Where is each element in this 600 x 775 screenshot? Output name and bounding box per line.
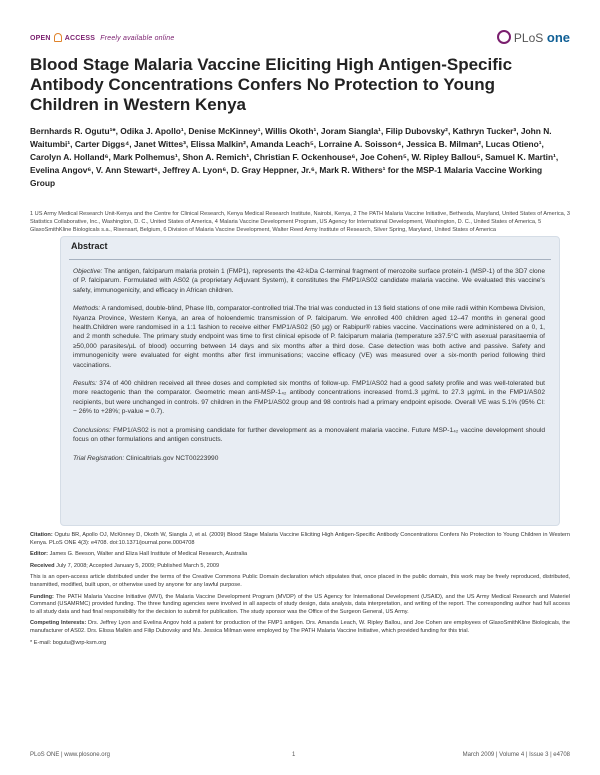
affiliations: 1 US Army Medical Research Unit-Kenya and the Centre for Clinical Research, Kenya Medical Research Institute, Nairobi, Kenya, 2 The PATH Malaria Vaccine Initiative, Bethesda, Maryland, United States of America, 3 Statistics Collaborative, Inc., Washington, D. C., United States of America, 4 Malaria Vaccine Development Program, US Agency for International Development, Washington, D. C., United States of America, 5 GlaxoSmithKline Biologicals s.a., Rixensart, Belgium, 6 Division of Malaria Vaccine Development, Walter Reed Army Institute of Research, Silver Spring, Maryland, United States of America bbox=[30, 211, 570, 233]
article-metadata bbox=[30, 532, 570, 651]
section-label: Trial Registration: bbox=[73, 454, 125, 462]
section-label: Conclusions: bbox=[73, 426, 111, 434]
section-label: Results: bbox=[73, 380, 97, 388]
abstract-objective bbox=[73, 267, 545, 295]
meta-text: Drs. Jeffrey Lyon and Evelina Angov hold a patent for production of the FMP1 antigen. Drs. Amanda Leach, W. Ripley Ballou, and Joe Cohen are employees of GlaxoSmithKline Biologicals, the manufacturer of AS02. Drs. Elissa Malkin and Filip Dubovsky and Ms. Jessica Milman were employed by The PATH Malaria Vaccine Initiative, which provided funding for this trial. bbox=[30, 620, 570, 634]
open-access-lock-icon bbox=[54, 33, 62, 42]
license bbox=[30, 574, 570, 589]
trial-registration-text: Clinicaltrials.gov NCT00223990 bbox=[126, 454, 219, 462]
section-text: 374 of 400 children received all three doses and completed six months of follow-up. FMP1/AS02 had a good safety profile and was well-tolerated but more reactogenic than the comparator. Geometric mean anti-MSP-1₄₂ antibody concentrations increased from1.3 µg/mL to 27.3 µg/mL in the FMP1/AS02 recipients, but were unchanged in controls. 97 children in the FMP1/AS02 group and 98 controls had a primary endpoint episode. Overall VE was 5.1% (95% CI: − 26% to +28%; p-value = 0.7). bbox=[73, 380, 545, 416]
meta-text: July 7, 2008; Accepted January 5, 2009; Published March 5, 2009 bbox=[56, 562, 220, 569]
abstract-conclusions bbox=[73, 426, 545, 445]
meta-text: James G. Beeson, Walter and Eliza Hall Institute of Medical Research, Australia bbox=[49, 551, 248, 558]
meta-text: Ogutu BR, Apollo OJ, McKinney D, Okoth W, Siangla J, et al. (2009) Blood Stage Malaria Vaccine Eliciting High Antigen-Specific Antibody Concentrations Confers No Protection to Young Children in Western Kenya. PLoS ONE 4(3): e4708. doi:10.1371/journal.pone.0004708 bbox=[30, 532, 570, 546]
abstract-methods bbox=[73, 304, 545, 370]
open-label: OPEN bbox=[30, 35, 51, 42]
article-title: Blood Stage Malaria Vaccine Eliciting High Antigen-Specific Antibody Concentrations Confers No Protection to Young Children in Western Kenya bbox=[30, 55, 513, 114]
abstract-results bbox=[73, 379, 545, 417]
author-list: Bernhards R. Ogutu¹*, Odika J. Apollo¹, Denise McKinney¹, Willis Okoth¹, Joram Siangla¹, Filip Dubovsky², Kathryn Tucker³, John N. Waitumbi¹, Carter Diggs⁴, Janet Wittes³, Elissa Malkin², Amanda Leach⁵, Lorraine A. Soisson⁴, Jessica B. Milman², Lucas Otieno¹, Carolyn A. Holland⁶, Mark Polhemus¹, Shon A. Remich¹, Christian F. Ockenhouse⁶, Joe Cohen⁵, W. Ripley Ballou⁵, Samuel K. Martin¹, Evelina Angov⁶, V. Ann Stewart⁶, Jeffrey A. Lyon⁶, D. Gray Heppner, Jr.⁶, Mark R. Withers¹ for the MSP-1 Malaria Vaccine Working Group bbox=[30, 126, 559, 188]
meta-label: Competing Interests: bbox=[30, 620, 87, 627]
meta-label: Citation: bbox=[30, 532, 53, 538]
plos-logo-icon bbox=[497, 30, 511, 44]
section-text: The antigen, falciparum malaria protein 1 (FMP1), represents the 42-kDa C-terminal fragment of merozoite surface protein-1 (MSP-1) of the 3D7 clone of P. falciparum. Formulated with AS02 (a proprietary Adjuvant System), it constitutes the FMP1/AS02 candidate malaria vaccine. We evaluated this vaccine's safety, immunogenicity, and efficacy in African children. bbox=[73, 268, 545, 294]
section-label: Objective: bbox=[73, 268, 103, 275]
abstract-box bbox=[60, 236, 560, 526]
competing-interests bbox=[30, 620, 570, 635]
section-label: Methods: bbox=[73, 305, 101, 313]
meta-label: Received bbox=[30, 562, 55, 569]
abstract-trial-registration bbox=[73, 454, 545, 463]
issue-info: March 2009 | Volume 4 | Issue 3 | e4708 bbox=[462, 752, 570, 758]
plos-one-logo bbox=[497, 30, 570, 45]
access-label: ACCESS bbox=[64, 35, 96, 42]
citation bbox=[30, 532, 570, 547]
editor bbox=[30, 551, 570, 559]
abstract-heading: Abstract bbox=[71, 241, 108, 251]
dates bbox=[30, 563, 570, 571]
freely-available-text: Freely available online bbox=[100, 35, 175, 42]
logo-plos-text: PLoS bbox=[513, 31, 544, 45]
funding bbox=[30, 594, 570, 617]
email bbox=[30, 640, 570, 648]
meta-text: The PATH Malaria Vaccine Initiative (MVI), the Malaria Vaccine Development Program (MVDP) of the US Agency for International Development (USAID), and the US Army Medical Research and Materiel Command (USAMRMC) provided funding. The three funding agencies were involved in all aspects of study design, data analysis, data interpretation, and writing of the report. The corresponding author had full access to all study data and had final responsibility for the decision to submit for publication. The study sponsor was the Office of the Surgeon General, US Army. bbox=[30, 593, 570, 615]
abstract-body bbox=[73, 267, 545, 472]
abstract-divider bbox=[69, 259, 551, 260]
logo-one-text: one bbox=[546, 30, 570, 45]
footer-journal-link[interactable]: PLoS ONE | www.plosone.org bbox=[30, 752, 110, 758]
email-link[interactable]: * E-mail: bogutu@wrp-ksm.org bbox=[30, 639, 107, 646]
page-number: 1 bbox=[292, 752, 296, 758]
journal-header bbox=[30, 30, 570, 46]
section-text: FMP1/AS02 is not a promising candidate for further development as a monovalent malaria vaccine. Future MSP-1₄₂ vaccine development should focus on other formulations and antigen constructs. bbox=[73, 426, 545, 444]
page-footer bbox=[30, 752, 570, 762]
meta-label: Funding: bbox=[30, 593, 54, 600]
meta-text: This is an open-access article distributed under the terms of the Creative Commons Public Domain declaration which stipulates that, once placed in the public domain, this work may be freely reproduced, distributed, transmitted, modified, built upon, or otherwise used by anyone for any lawful purpose. bbox=[30, 574, 570, 588]
section-text: A randomised, double-blind, Phase IIb, comparator-controlled trial.The trial was conducted in 13 field stations of one mile radii within Kombewa Division, Nyanza Province, Western Kenya, an area of holoendemic transmission of P. falciparum. We enrolled 400 children aged 12–47 months in general good health.Children were randomised in a 1:1 fashion to receive either FMP1/AS02 (50 µg) or Rabipur® rabies vaccine. Vaccinations were administered on a 0, 1, and 2 month schedule. The primary study endpoint was time to first clinical episode of P. falciparum malaria (temperature ≥37.5°C with asexual parasitaemia of ≥50,000 parasites/µL of blood) occurring between 14 days and six months after a third dose. Case detection was both active and passive. Safety and immunogenicity were evaluated for eight months after first immunisations; vaccine efficacy (VE) was measured over a six-month period following third vaccinations. bbox=[73, 305, 545, 369]
meta-label: Editor: bbox=[30, 551, 49, 558]
open-access-badge bbox=[30, 33, 174, 42]
